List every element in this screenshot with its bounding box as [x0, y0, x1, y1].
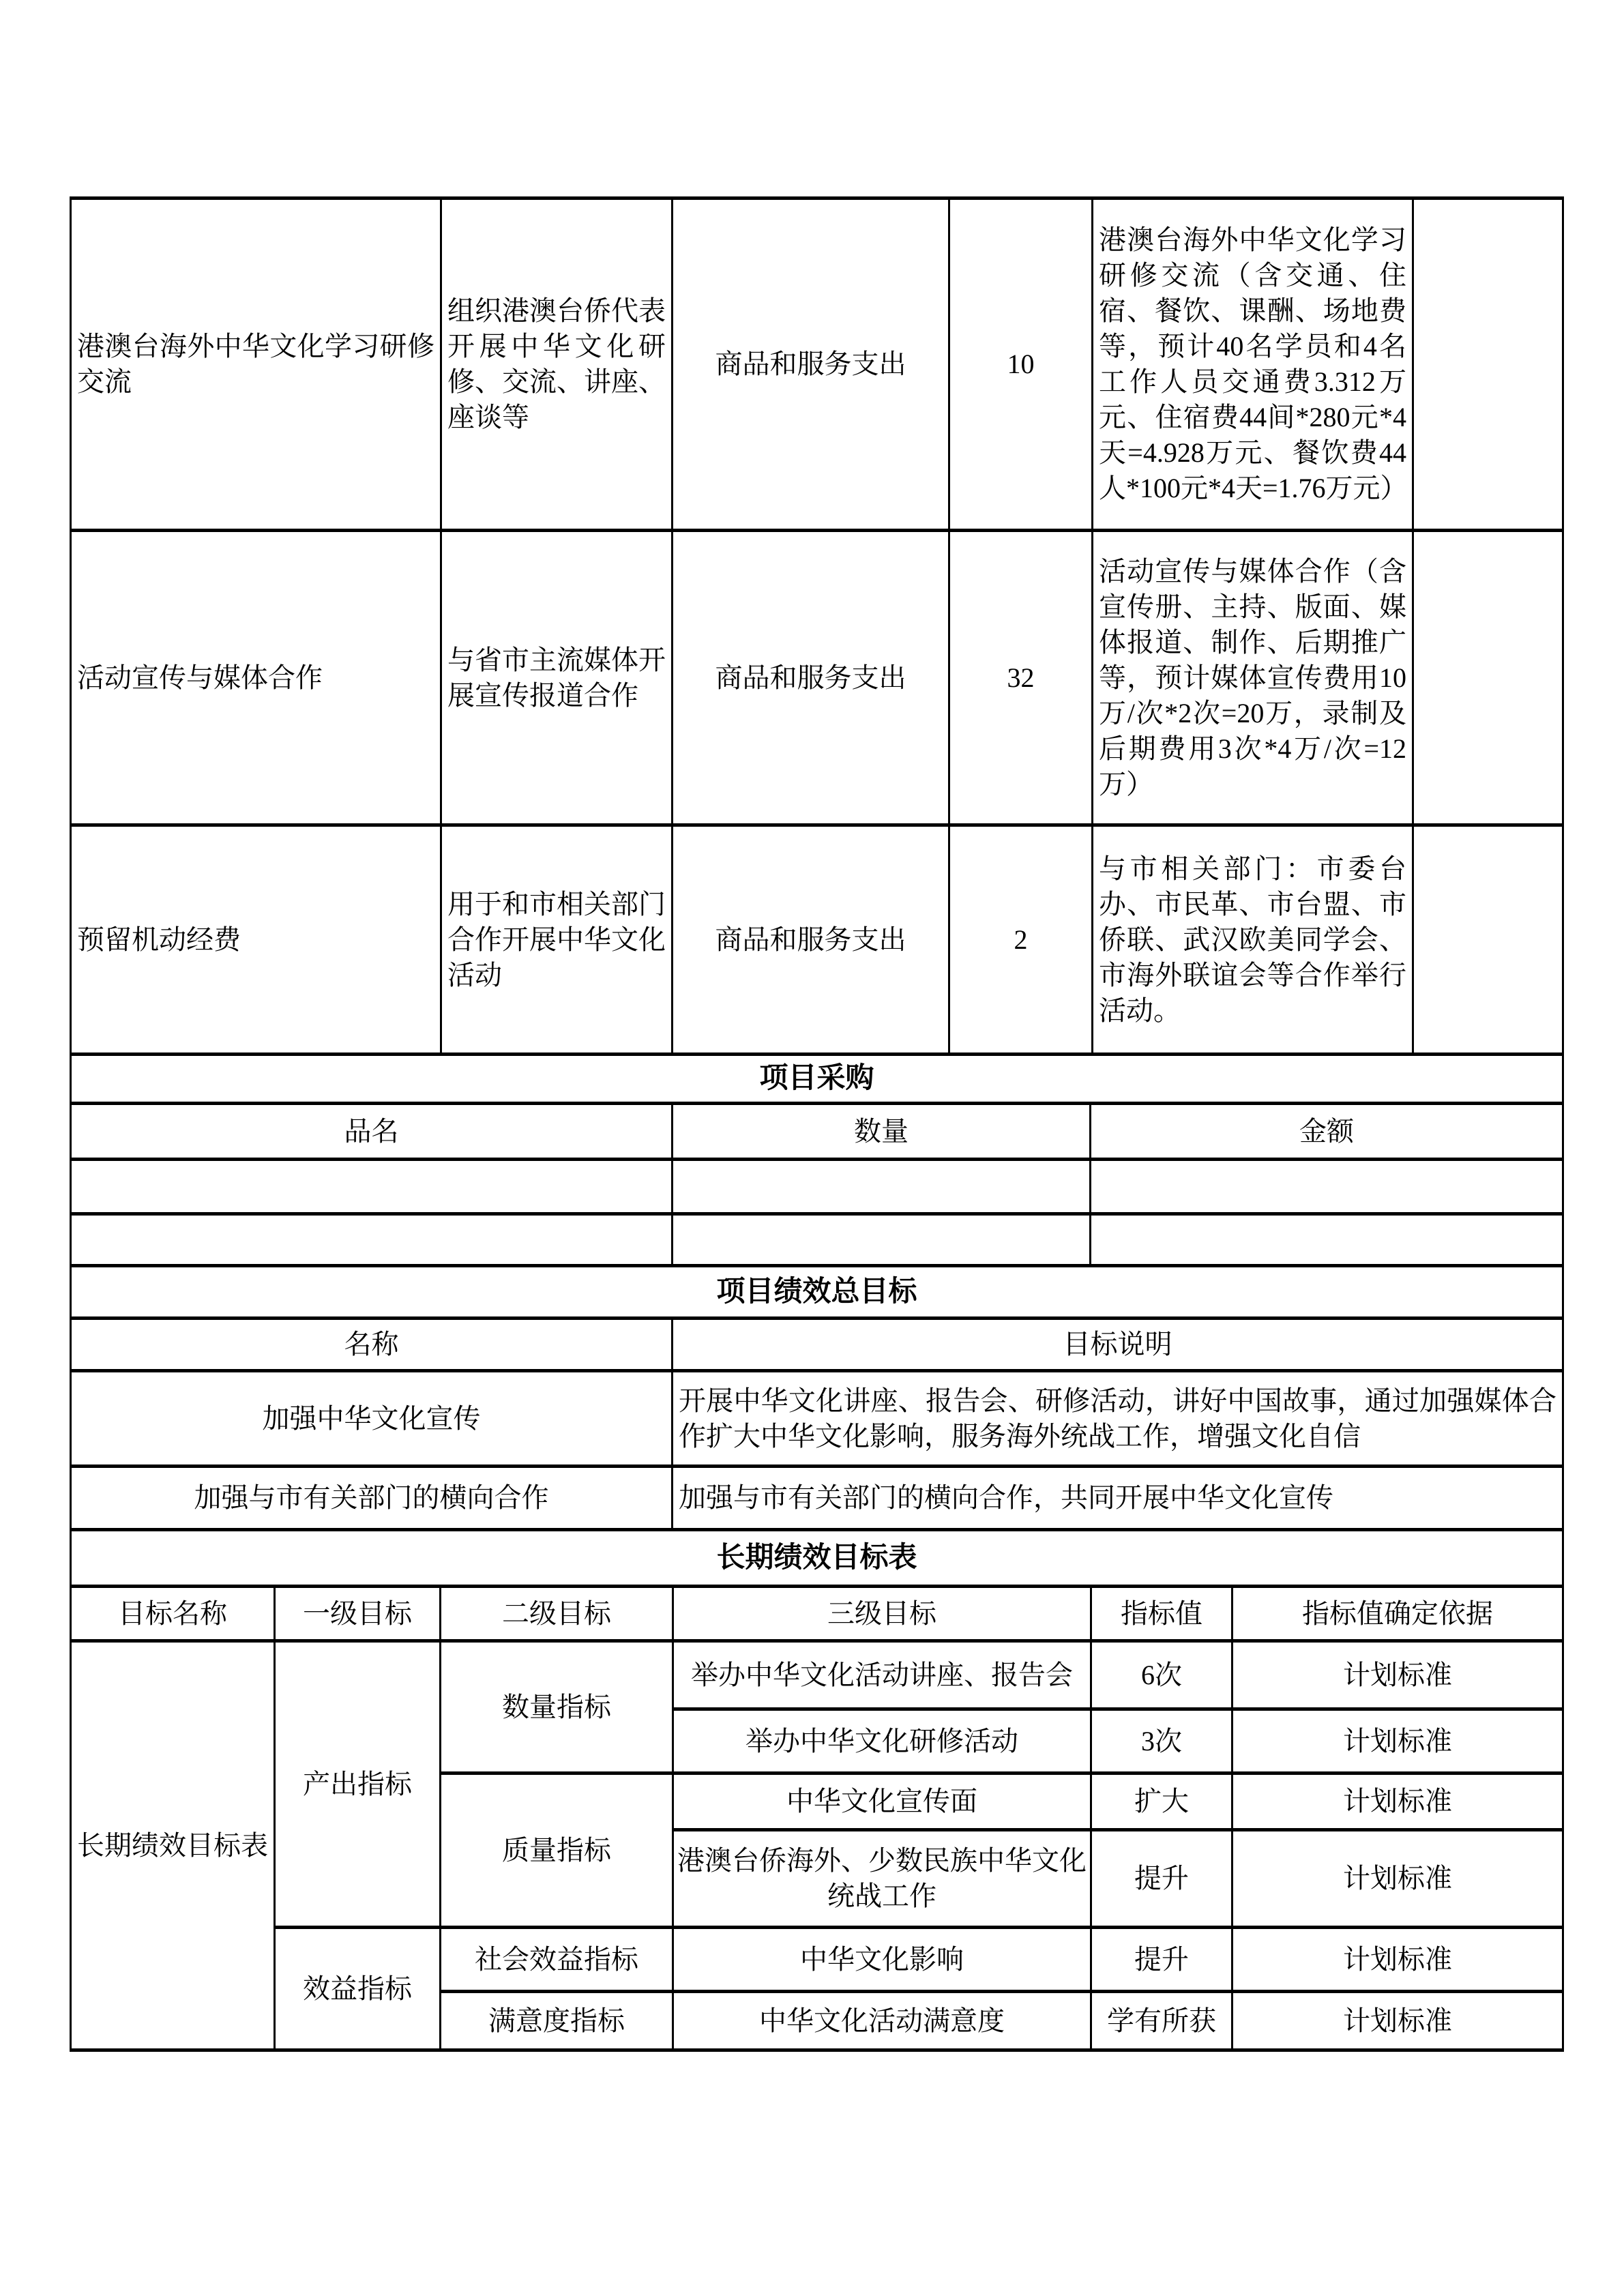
overall-goal-description: 加强与市有关部门的横向合作，共同开展中华文化宣传	[673, 1467, 1563, 1530]
longterm-header-row	[71, 1587, 1563, 1641]
procurement-amount-cell	[1091, 1160, 1563, 1214]
longterm-header-goal-name: 目标名称	[71, 1587, 275, 1641]
longterm-indicator-value-cell: 6次	[1091, 1641, 1232, 1709]
budget-expense-category: 商品和服务支出	[673, 825, 949, 1055]
longterm-indicator-value-cell: 提升	[1091, 1928, 1232, 1992]
overall-goal-row	[71, 1371, 1563, 1467]
procurement-quantity-cell	[673, 1214, 1091, 1266]
budget-explanation: 港澳台海外中华文化学习研修交流（含交通、住宿、餐饮、课酬、场地费等，预计40名学员和4名工作人员交通费3.312万元、住宿费44间*280元*4天=4.928万元、餐饮费44人*100元*4天=1.76万元）	[1093, 198, 1413, 531]
overall-goals-header-description: 目标说明	[673, 1319, 1563, 1371]
longterm-section-title: 长期绩效目标表	[71, 1530, 1563, 1587]
project-performance-document	[70, 196, 1562, 2052]
budget-explanation: 与市相关部门：市委台办、市民革、市台盟、市侨联、武汉欧美同学会、市海外联谊会等合作举行活动。	[1093, 825, 1413, 1055]
longterm-value-basis-cell: 计划标准	[1232, 1773, 1563, 1830]
longterm-value-basis-cell: 计划标准	[1232, 1928, 1563, 1992]
longterm-level3-cell: 港澳台侨海外、少数民族中华文化统战工作	[673, 1830, 1091, 1928]
longterm-value-basis-cell: 计划标准	[1232, 1641, 1563, 1709]
longterm-level2-quantity-cell: 数量指标	[441, 1641, 673, 1773]
longterm-indicator-value-cell: 扩大	[1091, 1773, 1232, 1830]
longterm-goals-table	[70, 1585, 1564, 2052]
procurement-item-cell	[71, 1214, 673, 1266]
longterm-value-basis-cell: 计划标准	[1232, 1830, 1563, 1928]
budget-item-name: 港澳台海外中华文化学习研修交流	[71, 198, 441, 531]
budget-item-name: 活动宣传与媒体合作	[71, 531, 441, 825]
budget-note	[1413, 198, 1563, 531]
budget-note	[1413, 825, 1563, 1055]
overall-goal-row	[71, 1467, 1563, 1530]
procurement-title-row	[71, 1055, 1563, 1104]
longterm-indicator-row	[71, 1928, 1563, 1992]
procurement-header-amount: 金额	[1091, 1104, 1563, 1160]
budget-row	[71, 825, 1563, 1055]
longterm-level2-satisfaction-cell: 满意度指标	[441, 1992, 673, 2050]
longterm-level3-cell: 举办中华文化活动讲座、报告会	[673, 1641, 1091, 1709]
procurement-section	[70, 1053, 1564, 1267]
procurement-amount-cell	[1091, 1214, 1563, 1266]
budget-note	[1413, 531, 1563, 825]
budget-explanation: 活动宣传与媒体合作（含宣传册、主持、版面、媒体报道、制作、后期推广等，预计媒体宣传费用10万/次*2次=20万，录制及后期费用3次*4万/次=12万）	[1093, 531, 1413, 825]
longterm-level2-social-benefit-cell: 社会效益指标	[441, 1928, 673, 1992]
procurement-header-row	[71, 1104, 1563, 1160]
budget-expense-category: 商品和服务支出	[673, 198, 949, 531]
longterm-value-basis-cell: 计划标准	[1232, 1709, 1563, 1773]
longterm-indicator-value-cell: 3次	[1091, 1709, 1232, 1773]
overall-goals-header-name: 名称	[71, 1319, 673, 1371]
budget-expense-category: 商品和服务支出	[673, 531, 949, 825]
longterm-title-row	[71, 1530, 1563, 1587]
procurement-section-title: 项目采购	[71, 1055, 1563, 1104]
budget-item-name: 预留机动经费	[71, 825, 441, 1055]
longterm-goals-section	[70, 1528, 1564, 1588]
longterm-value-basis-cell: 计划标准	[1232, 1992, 1563, 2050]
budget-amount: 10	[949, 198, 1093, 531]
overall-goal-name: 加强中华文化宣传	[71, 1371, 673, 1467]
overall-goal-description: 开展中华文化讲座、报告会、研修活动，讲好中国故事，通过加强媒体合作扩大中华文化影响，服务海外统战工作，增强文化自信	[673, 1371, 1563, 1467]
procurement-header-item: 品名	[71, 1104, 673, 1160]
longterm-indicator-value-cell: 提升	[1091, 1830, 1232, 1928]
procurement-quantity-cell	[673, 1160, 1091, 1214]
longterm-header-value-basis: 指标值确定依据	[1232, 1587, 1563, 1641]
longterm-goal-name-cell: 长期绩效目标表	[71, 1641, 275, 2050]
procurement-header-quantity: 数量	[673, 1104, 1091, 1160]
longterm-indicator-row	[71, 1641, 1563, 1709]
overall-goal-name: 加强与市有关部门的横向合作	[71, 1467, 673, 1530]
budget-item-measure: 组织港澳台侨代表开展中华文化研修、交流、讲座、座谈等	[441, 198, 673, 531]
longterm-header-level3: 三级目标	[673, 1587, 1091, 1641]
longterm-header-level2: 二级目标	[441, 1587, 673, 1641]
longterm-level1-output-cell: 产出指标	[275, 1641, 441, 1928]
procurement-item-cell	[71, 1160, 673, 1214]
budget-item-measure: 与省市主流媒体开展宣传报道合作	[441, 531, 673, 825]
procurement-row	[71, 1160, 1563, 1214]
longterm-header-level1: 一级目标	[275, 1587, 441, 1641]
overall-goals-section	[70, 1264, 1564, 1531]
longterm-level3-cell: 中华文化活动满意度	[673, 1992, 1091, 2050]
budget-item-measure: 用于和市相关部门合作开展中华文化活动	[441, 825, 673, 1055]
budget-row	[71, 198, 1563, 531]
budget-amount: 2	[949, 825, 1093, 1055]
longterm-level2-quality-cell: 质量指标	[441, 1773, 673, 1928]
longterm-level1-benefit-cell: 效益指标	[275, 1928, 441, 2050]
budget-detail-table	[70, 196, 1564, 1056]
overall-goals-section-title: 项目绩效总目标	[71, 1266, 1563, 1319]
overall-goals-header-row	[71, 1319, 1563, 1371]
longterm-header-indicator-value: 指标值	[1091, 1587, 1232, 1641]
longterm-indicator-value-cell: 学有所获	[1091, 1992, 1232, 2050]
longterm-level3-cell: 举办中华文化研修活动	[673, 1709, 1091, 1773]
budget-amount: 32	[949, 531, 1093, 825]
overall-goals-title-row	[71, 1266, 1563, 1319]
budget-row	[71, 531, 1563, 825]
longterm-level3-cell: 中华文化影响	[673, 1928, 1091, 1992]
procurement-row	[71, 1214, 1563, 1266]
longterm-level3-cell: 中华文化宣传面	[673, 1773, 1091, 1830]
